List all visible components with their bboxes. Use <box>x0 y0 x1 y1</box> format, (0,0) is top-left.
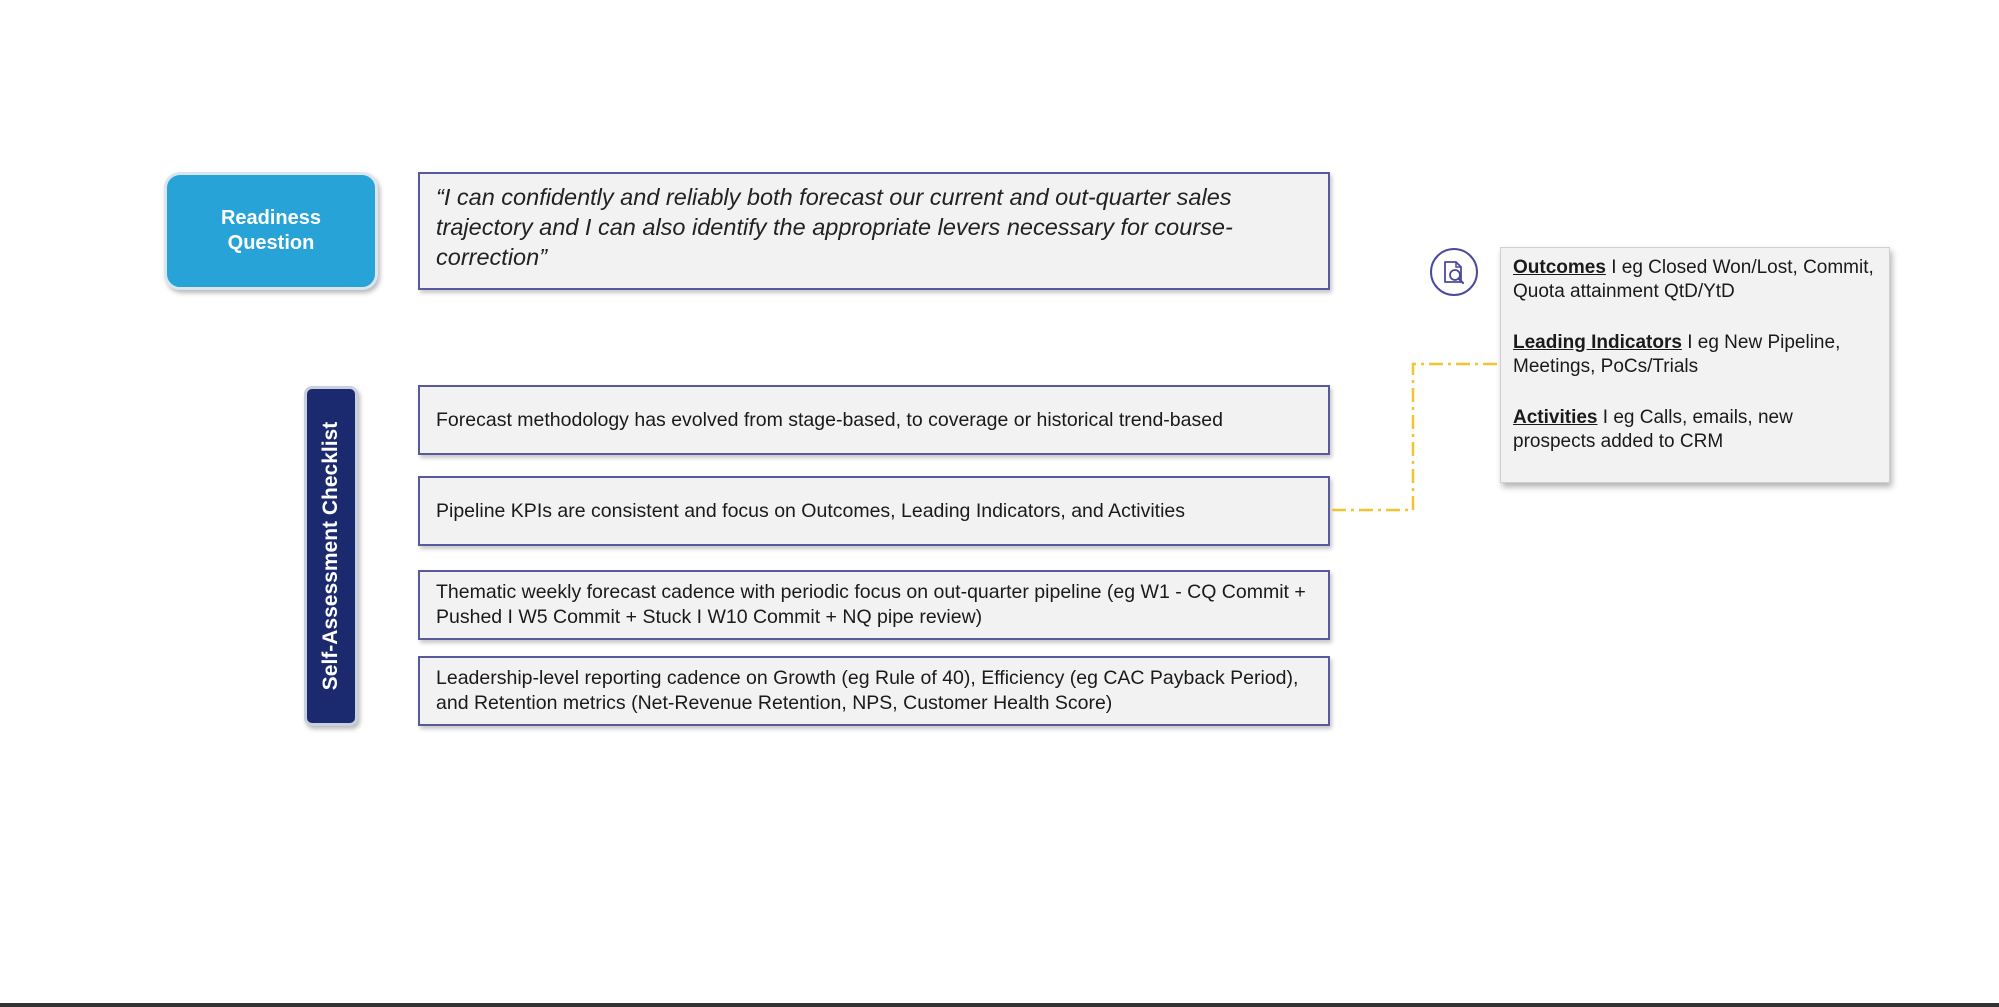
kpi-term: Activities <box>1513 407 1598 428</box>
checklist-item <box>418 656 1330 726</box>
kpi-entry-activities <box>1513 406 1877 454</box>
connector-path <box>1332 364 1499 510</box>
checklist-item-text: Leadership-level reporting cadence on Growth (eg Rule of 40), Efficiency (eg CAC Payback Period), and Retention metrics (Net-Revenue Retention, NPS, Customer Health Score) <box>436 667 1299 714</box>
readiness-question-badge <box>164 172 378 290</box>
kpi-definitions-panel <box>1500 247 1890 483</box>
readiness-quote-text: I can confidently and reliably both forecast our current and out-quarter sales trajectory and I can also identify the appropriate levers necessary for course-correction <box>436 184 1233 270</box>
self-assessment-label: Self-Assessment Checklist <box>319 421 342 691</box>
kpi-term: Leading Indicators <box>1513 332 1682 353</box>
readiness-question-label: Readiness Question <box>220 207 322 254</box>
readiness-quote-box <box>418 172 1330 290</box>
kpi-entry-leading-indicators <box>1513 331 1877 379</box>
self-assessment-tab <box>304 386 358 726</box>
kpi-entry-outcomes <box>1513 256 1877 304</box>
kpi-term: Outcomes <box>1513 257 1606 278</box>
bottom-divider <box>0 1003 1999 1007</box>
checklist-item <box>418 385 1330 455</box>
magnifier-document-icon <box>1429 247 1479 297</box>
checklist-item-text: Pipeline KPIs are consistent and focus on Outcomes, Leading Indicators, and Activities <box>436 499 1186 522</box>
checklist-item-text: Forecast methodology has evolved from stage-based, to coverage or historical trend-based <box>436 408 1223 431</box>
quote-close-mark: ” <box>539 244 548 270</box>
checklist-item <box>418 570 1330 640</box>
kpi-detail: I eg New Pipeline, Meetings, PoCs/Trials <box>1513 332 1841 377</box>
checklist-item-text: Thematic weekly forecast cadence with periodic focus on out-quarter pipeline (eg W1 - CQ Commit + Pushed I W5 Commit + Stuck I W10 Commit + NQ pipe review) <box>436 581 1306 628</box>
quote-open-mark: “ <box>436 184 444 210</box>
kpi-detail: I eg Closed Won/Lost, Commit, Quota attainment QtD/YtD <box>1513 257 1874 302</box>
checklist-item-pipeline-kpis <box>418 476 1330 546</box>
kpi-detail: I eg Calls, emails, new prospects added to CRM <box>1513 407 1793 452</box>
